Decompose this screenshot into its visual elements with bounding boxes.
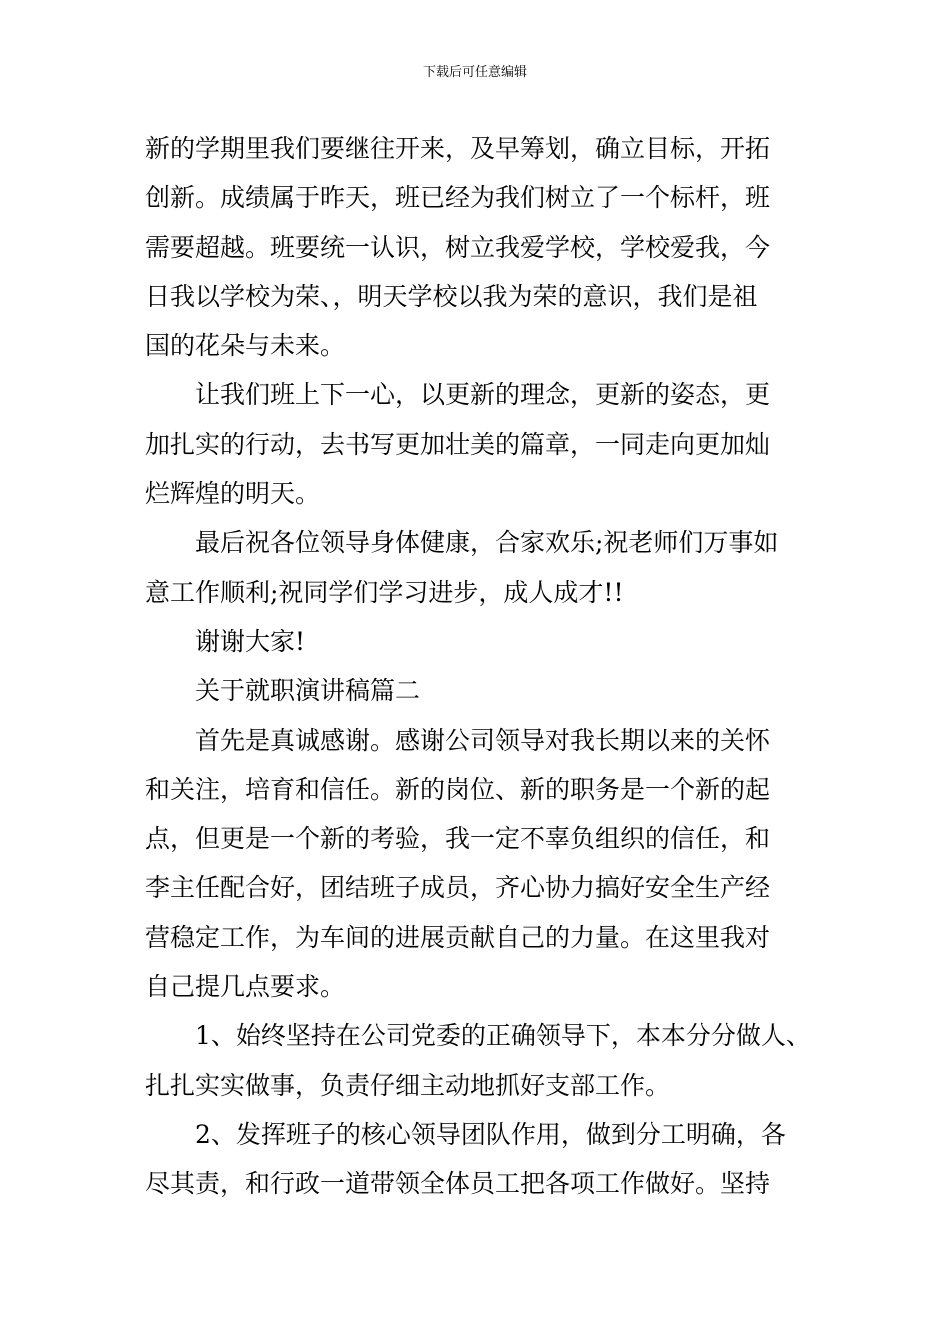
text-line: 国的花朵与未来。 (145, 331, 346, 361)
text-line: 首先是真诚感谢。感谢公司领导对我长期以来的关怀 (195, 725, 771, 755)
text-line: 和关注，培育和信任。新的岗位、新的职务是一个新的起 (145, 774, 771, 804)
text-line: 让我们班上下一心，以更新的理念，更新的姿态，更 (195, 380, 771, 410)
text-line: 意工作顺利;祝同学们学习进步，成人成才!! (145, 577, 624, 607)
text-line: 李主任配合好，团结班子成员，齐心协力搞好安全生产经 (145, 873, 771, 903)
text-line: 自己提几点要求。 (145, 972, 346, 1002)
text-line: 最后祝各位领导身体健康，合家欢乐;祝老师们万事如 (195, 528, 779, 558)
text-line: 新的学期里我们要继往开来，及早筹划，确立目标，开拓 (145, 134, 771, 163)
text-line: 1、始终坚持在公司党委的正确领导下，本本分分做人、 (195, 1021, 811, 1051)
text-line: 需要超越。班要统一认识，树立我爱学校，学校爱我，今 (145, 232, 771, 262)
text-line: 烂辉煌的明天。 (145, 479, 321, 509)
text-line: 谢谢大家! (195, 626, 306, 656)
text-line: 关于就职演讲稿篇二 (195, 676, 421, 706)
text-line: 创新。成绩属于昨天，班已经为我们树立了一个标杆，班 (145, 183, 771, 213)
text-line: 日我以学校为荣、，明天学校以我为荣的意识，我们是祖 (145, 281, 758, 311)
text-line: 点，但更是一个新的考验，我一定不辜负组织的信任，和 (145, 824, 771, 854)
text-line: 营稳定工作，为车间的进展贡献自己的力量。在这里我对 (145, 922, 771, 952)
page-header: 下载后可任意编辑 (422, 65, 527, 80)
document-body (145, 124, 815, 1209)
text-line: 扎扎实实做事，负责仔细主动地抓好支部工作。 (145, 1070, 671, 1100)
text-line: 加扎实的行动，去书写更加壮美的篇章，一同走向更加灿 (145, 429, 771, 459)
text-line: 尽其责，和行政一道带领全体员工把各项工作做好。坚持 (145, 1169, 771, 1199)
text-line: 2、发挥班子的核心领导团队作用，做到分工明确，各 (195, 1119, 786, 1149)
